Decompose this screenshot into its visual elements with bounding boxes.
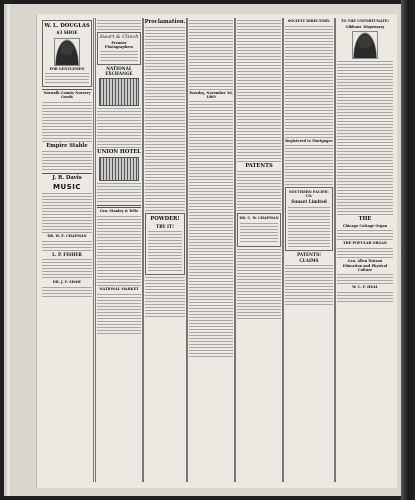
- watson-ad-body: [337, 274, 393, 284]
- column-7: [335, 18, 394, 482]
- chapman-ad: [237, 213, 281, 247]
- column-6: [283, 18, 335, 482]
- heal-ad-body: [337, 292, 393, 302]
- market-ad-body: [97, 294, 141, 334]
- column-1: [41, 18, 94, 482]
- watson-ad-subtitle: Education and Physical Culture: [342, 264, 388, 272]
- railroad-ad: [285, 187, 333, 251]
- divider: [42, 89, 92, 90]
- organ-ad-body: [337, 230, 393, 240]
- article-text: [189, 101, 233, 171]
- ad-body-text: [45, 73, 89, 83]
- article-text: [189, 173, 233, 243]
- popular-organ-title: THE POPULAR ORGAN: [343, 241, 387, 246]
- directory-text: [285, 26, 333, 96]
- divider: [97, 205, 141, 208]
- doctor-card-1: DR. W. E. CHAPMAN: [47, 234, 87, 239]
- legal-notice-text: [145, 277, 185, 317]
- ad-title: SOUTHERN PACIFIC CO.: [289, 190, 329, 198]
- dateline: Tuesday, November 26, 1889: [189, 91, 233, 99]
- society-directory-heading: SOCIETY DIRECTORY.: [287, 19, 331, 23]
- patents-ad-title: PATENTS!: [297, 251, 321, 257]
- column-4: [187, 18, 235, 482]
- column-2: [95, 18, 143, 482]
- hotel-engraving: [99, 78, 139, 106]
- photographer-ad: [97, 32, 141, 65]
- legal-notice-text: [145, 99, 185, 169]
- ad-subtitle: $3 SHOE: [56, 30, 78, 36]
- organ-ad-the: THE: [358, 216, 372, 223]
- article-text: [189, 245, 233, 315]
- hotel-engraving: [99, 157, 139, 181]
- newspaper-page: [36, 14, 397, 488]
- dispensary-subheading: Gibbons' Dispensary: [345, 24, 385, 29]
- dispensary-text: [337, 133, 393, 173]
- doctor-card-body: [42, 287, 92, 297]
- organ-ad-title: Chicago Cottage Organ: [342, 223, 388, 228]
- heal-ad-title: W. C. F. HEAL: [352, 285, 378, 290]
- nursery-ad-title: Norwalk County Nursery Goods: [43, 91, 91, 99]
- article-text: [337, 175, 393, 215]
- organ-ad-body: [337, 248, 393, 258]
- portrait-illustration: [54, 38, 80, 66]
- ad-title: Swart & Clinch: [99, 34, 139, 40]
- stanley-ad-title: Geo. Stanley & Tefts: [99, 209, 139, 214]
- divider: [42, 173, 92, 174]
- nursery-ad-body: [42, 102, 92, 142]
- ad-body: [288, 207, 330, 247]
- hotel-ad-body: [97, 108, 141, 148]
- article-text: [189, 317, 233, 357]
- claims-ad-body: [285, 265, 333, 305]
- ad-title: POWDER!: [150, 216, 180, 223]
- stanley-ad-body: [97, 216, 141, 286]
- dispensary-heading: TO THE UNFORTUNATE!: [341, 19, 389, 23]
- mortgage-text: [285, 145, 333, 185]
- davis-ad-body: [42, 193, 92, 233]
- patents-text: [237, 171, 281, 211]
- claims-ad-title: CLAIMS: [299, 258, 319, 264]
- ad-title: DR. C. W. CHAPMAN: [239, 216, 279, 221]
- proclamation-heading: Proclamation.: [144, 19, 186, 25]
- doctor-card-2: L. P. FISHER: [52, 252, 82, 258]
- notice-text: [97, 20, 141, 30]
- hotel-ad-title: NATIONAL EXCHANGE: [105, 66, 133, 76]
- ad-tagline: FOR GENTLEMEN: [49, 66, 85, 71]
- page-shadow-edge: [401, 0, 409, 500]
- music-ad-word: MUSIC: [53, 183, 81, 192]
- ad-body: [148, 231, 182, 271]
- proclamation-text: [145, 27, 185, 97]
- portrait-illustration: [352, 31, 378, 59]
- stable-ad-title: Empire Stable: [46, 142, 88, 149]
- watson-ad-title: Geo. Allen Watson: [347, 258, 383, 263]
- ad-subtitle: TRY IT!: [156, 223, 174, 229]
- ad-body: [100, 51, 138, 61]
- powder-ad: [145, 213, 185, 275]
- article-text: [237, 20, 281, 90]
- directory-text: [285, 98, 333, 138]
- ad-body: [240, 223, 278, 243]
- column-3: [143, 18, 187, 482]
- dispensary-text: [337, 61, 393, 131]
- davis-ad-title: J. R. Davis: [52, 175, 82, 181]
- patents-heading: PATENTS: [245, 163, 273, 169]
- stable-ad-body: [42, 151, 92, 171]
- mortgage-heading: Registered to Mortgagee: [285, 138, 333, 143]
- column-5: [235, 18, 283, 482]
- market-ad-title: NATIONAL MARKET: [99, 286, 139, 291]
- article-text: [189, 20, 233, 90]
- doctor-card-body: [42, 259, 92, 279]
- doctor-card-3: DR. J. F. SHAW: [52, 280, 82, 285]
- ad-subtitle: Sunset Limited: [291, 199, 327, 205]
- douglas-shoe-ad: [42, 20, 92, 87]
- article-text: [237, 249, 281, 319]
- ad-title: W. L. DOUGLAS: [44, 23, 90, 29]
- doctor-card-body: [42, 241, 92, 251]
- hotel-ad-body: [97, 183, 141, 203]
- legal-notice-text: [145, 171, 185, 211]
- article-text: [237, 92, 281, 162]
- ad-subtitle: Premier Photographers: [104, 41, 134, 49]
- hotel-ad-title: UNION HOTEL: [97, 148, 141, 155]
